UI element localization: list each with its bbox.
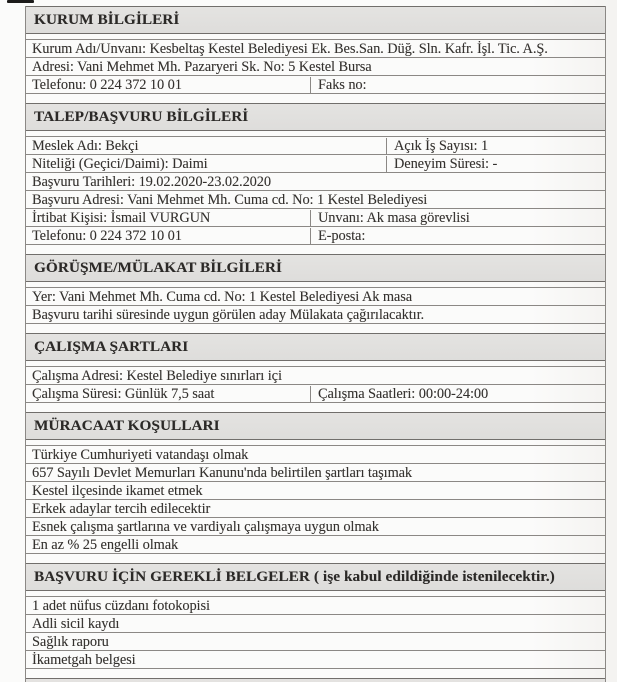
cell-kosul-erkek-aday: Erkek adaylar tercih edilecektir (32, 500, 211, 517)
row-telefonu-eposta (26, 227, 605, 245)
cell-calisma-suresi: Çalışma Süresi: Günlük 7,5 saat (32, 385, 215, 402)
cell-kosul-657-kanun: 657 Sayılı Devlet Memurları Kanunu'nda belirtilen şartları taşımak (32, 464, 413, 481)
row-belge-adli-sicil (26, 615, 605, 633)
row-belge-ikametgah (26, 651, 605, 669)
cell-unvani: Unvanı: Ak masa görevlisi (310, 210, 605, 226)
section-header-muracaat-kosullari: MÜRACAAT KOŞULLARI (26, 412, 605, 440)
row-calisma-suresi-saatleri (26, 385, 605, 403)
cell-yer: Yer: Vani Mehmet Mh. Cuma cd. No: 1 Kestel Belediyesi Ak masa (32, 288, 413, 305)
row-basvuru-tarihleri (26, 173, 605, 191)
cell-eposta: E-posta: (310, 228, 605, 244)
cell-kosul-esnek-calisma: Esnek çalışma şartlarına ve vardiyalı çalışmaya uygun olmak (32, 518, 379, 535)
row-adresi (26, 58, 605, 76)
row-belge-saglik-raporu (26, 633, 605, 651)
row-niteligi-deneyim (26, 155, 605, 173)
row-kurum-adi-unvani (26, 40, 605, 58)
cell-deneyim-suresi: Deneyim Süresi: - (386, 156, 605, 172)
section-rows-kurum-bilgileri (26, 39, 605, 94)
row-kosul-engelli (26, 536, 605, 554)
cell-kosul-ikamet: Kestel ilçesinde ikamet etmek (32, 482, 203, 499)
cell-belge-nufus-cuzdani: 1 adet nüfus cüzdanı fotokopisi (32, 597, 210, 614)
row-kosul-ikamet (26, 482, 605, 500)
row-mulakat-notu (26, 306, 605, 324)
cell-telefonu-2: Telefonu: 0 224 372 10 01 (32, 227, 182, 244)
cell-meslek-adi: Meslek Adı: Bekçi (32, 137, 139, 154)
cell-belge-adli-sicil: Adli sicil kaydı (32, 615, 120, 632)
section-rows-muracaat-kosullari (26, 445, 605, 554)
cell-niteligi: Niteliği (Geçici/Daimi): Daimi (32, 155, 208, 172)
cell-acik-is-sayisi: Açık İş Sayısı: 1 (386, 138, 605, 154)
cell-telefonu: Telefonu: 0 224 372 10 01 (32, 76, 182, 93)
row-kosul-erkek-aday (26, 500, 605, 518)
row-irtibat-unvani (26, 209, 605, 227)
row-telefonu-faks (26, 76, 605, 94)
section-gap (26, 403, 605, 412)
row-kosul-657-kanun (26, 464, 605, 482)
row-calisma-adresi (26, 367, 605, 385)
cell-calisma-adresi: Çalışma Adresi: Kestel Belediye sınırları içi (32, 367, 282, 384)
scan-artifact-top-left (7, 0, 34, 3)
row-meslek-adi-acik-is (26, 137, 605, 155)
section-gap (26, 324, 605, 333)
cell-calisma-saatleri: Çalışma Saatleri: 00:00-24:00 (310, 386, 605, 402)
cell-adresi: Adresi: Vani Mehmet Mh. Pazaryeri Sk. No: 5 Kestel Bursa (32, 58, 372, 75)
cell-basvuru-adresi: Başvuru Adresi: Vani Mehmet Mh. Cuma cd. No: 1 Kestel Belediyesi (32, 191, 428, 208)
section-rows-gerekli-belgeler (26, 596, 605, 669)
section-gap (26, 669, 605, 678)
section-gap (26, 554, 605, 563)
section-header-gerekli-belgeler: BAŞVURU İÇİN GEREKLİ BELGELER ( işe kabul edildiğinde istenilecektir.) (26, 563, 605, 591)
cell-kosul-engelli: En az % 25 engelli olmak (32, 536, 179, 553)
cell-mulakat-notu: Başvuru tarihi süresinde uygun görülen aday Mülakata çağırılacaktır. (32, 306, 425, 323)
section-gap (26, 94, 605, 103)
section-rows-talep-basvuru (26, 136, 605, 245)
section-header-calisma-sartlari: ÇALIŞMA ŞARTLARI (26, 333, 605, 361)
cell-kosul-vatandaslik: Türkiye Cumhuriyeti vatandaşı olmak (32, 446, 249, 463)
row-basvuru-adresi (26, 191, 605, 209)
cell-belge-saglik-raporu: Sağlık raporu (32, 633, 109, 650)
section-rows-calisma-sartlari (26, 366, 605, 403)
section-header-cutoff (26, 678, 605, 682)
section-gap (26, 245, 605, 254)
cell-irtibat-kisisi: İrtibat Kişisi: İsmail VURGUN (32, 209, 211, 226)
section-header-talep-basvuru: TALEP/BAŞVURU BİLGİLERİ (26, 103, 605, 131)
row-kosul-vatandaslik (26, 446, 605, 464)
section-rows-gorusme-mulakat (26, 287, 605, 324)
cell-faks-no: Faks no: (310, 77, 605, 93)
cell-kurum-adi-unvani: Kurum Adı/Unvanı: Kesbeltaş Kestel Belediyesi Ek. Bes.San. Düğ. Sln. Kafr. İşl. Tic. A.Ş. (32, 40, 548, 57)
section-header-gorusme-mulakat: GÖRÜŞME/MÜLAKAT BİLGİLERİ (26, 254, 605, 282)
cell-basvuru-tarihleri: Başvuru Tarihleri: 19.02.2020-23.02.2020 (32, 173, 271, 190)
section-header-kurum-bilgileri: KURUM BİLGİLERİ (26, 6, 605, 34)
job-posting-table (25, 6, 606, 682)
row-belge-nufus-cuzdani (26, 597, 605, 615)
row-yer (26, 288, 605, 306)
row-kosul-esnek-calisma (26, 518, 605, 536)
cell-belge-ikametgah: İkametgah belgesi (32, 651, 136, 668)
